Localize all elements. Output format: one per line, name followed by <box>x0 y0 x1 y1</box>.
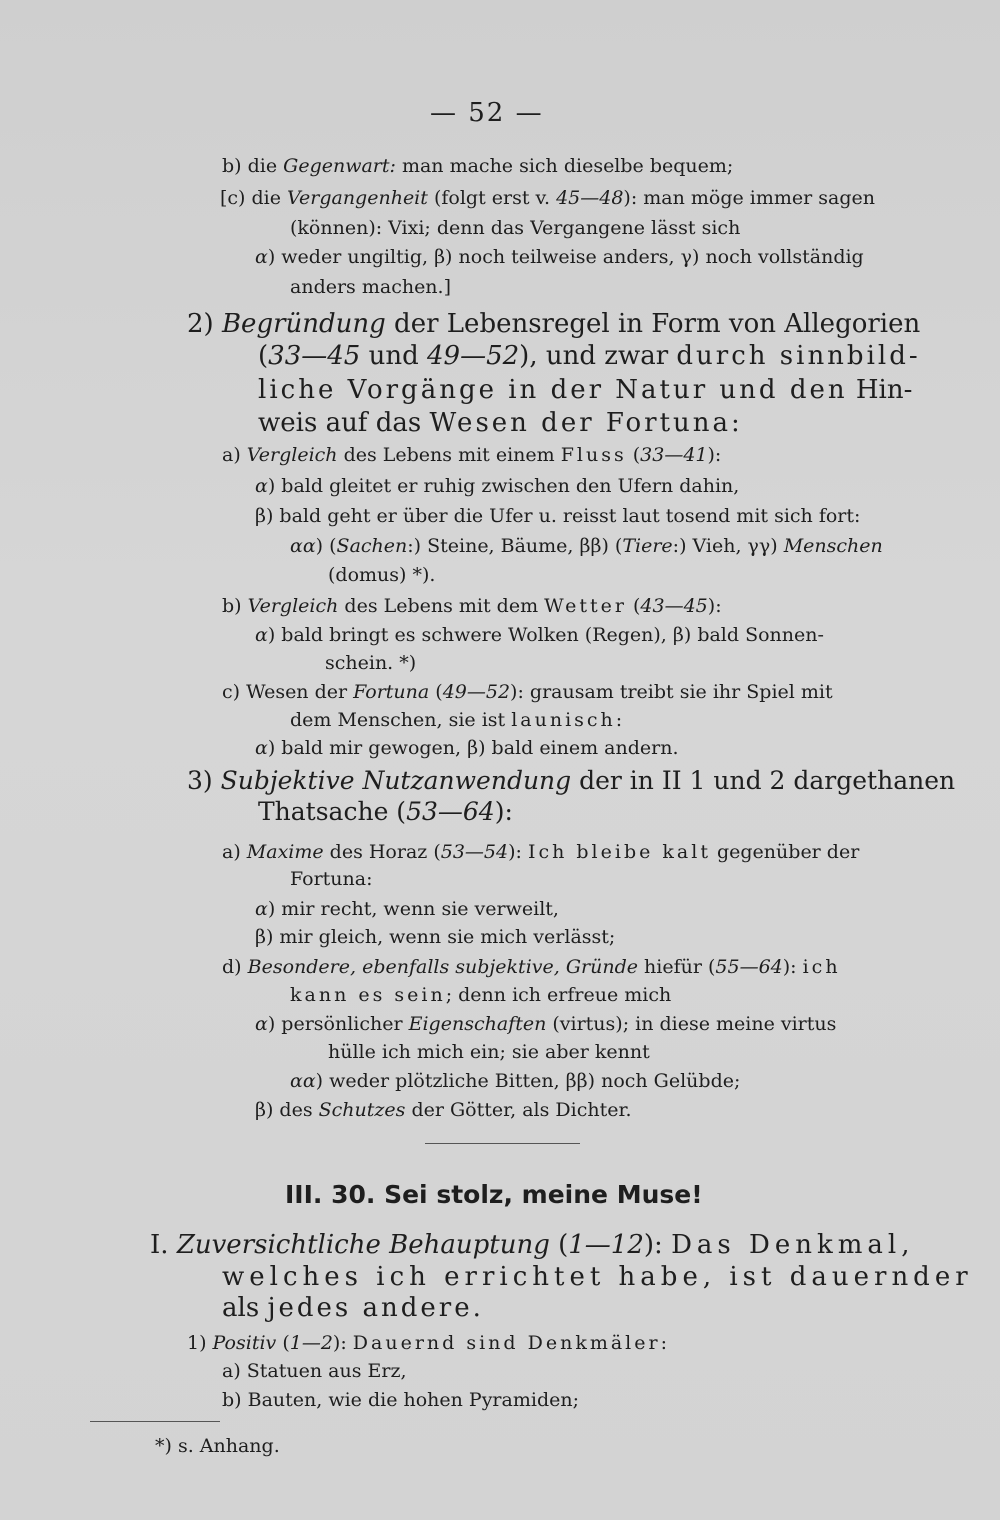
page-number: — 52 — <box>430 98 544 128</box>
text-line: (domus) *). <box>328 564 436 586</box>
text-line: α) bald bringt es schwere Wolken (Regen), β) bald Sonnen- <box>255 624 824 646</box>
text-line: liche Vorgänge in der Natur und den Hin- <box>258 375 913 405</box>
text-line: b) die Gegenwart: man mache sich dieselbe bequem; <box>222 155 734 177</box>
text-line: b) Vergleich des Lebens mit dem Wetter (43—45): <box>222 595 722 617</box>
text-line: Fortuna: <box>290 868 373 890</box>
text-line: β) des Schutzes der Götter, als Dichter. <box>255 1099 632 1121</box>
text-line: (können): Vixi; denn das Vergangene lässt sich <box>290 217 741 239</box>
text-line: α) bald mir gewogen, β) bald einem andern. <box>255 737 679 759</box>
text-line: α) mir recht, wenn sie verweilt, <box>255 898 559 920</box>
text-line: 1) Positiv (1—2): Dauernd sind Denkmäler: <box>187 1332 667 1354</box>
text-line: αα) (Sachen:) Steine, Bäume, ββ) (Tiere:) Vieh, γγ) Menschen <box>290 535 883 557</box>
text-line: welches ich errichtet habe, ist dauernder <box>222 1262 973 1292</box>
text-line: anders machen.] <box>290 276 451 298</box>
text-line: a) Statuen aus Erz, <box>222 1360 407 1382</box>
section-title: III. 30. Sei stolz, meine Muse! <box>285 1180 703 1209</box>
text-line: b) Bauten, wie die hohen Pyramiden; <box>222 1389 579 1411</box>
text-line: a) Vergleich des Lebens mit einem Fluss (33—41): <box>222 444 722 466</box>
text-line: dem Menschen, sie ist launisch: <box>290 709 623 731</box>
text-line: Thatsache (53—64): <box>258 797 513 826</box>
text-line: α) persönlicher Eigenschaften (virtus); in diese meine virtus <box>255 1013 837 1035</box>
text-line: kann es sein; denn ich erfreue mich <box>290 984 672 1006</box>
footnote-divider <box>90 1421 220 1422</box>
text-line: d) Besondere, ebenfalls subjektive, Gründe hiefür (55—64): ich <box>222 956 841 978</box>
text-line: *) s. Anhang. <box>155 1435 280 1457</box>
text-line: α) weder ungiltig, β) noch teilweise anders, γ) noch vollständig <box>255 246 864 268</box>
text-line: a) Maxime des Horaz (53—54): Ich bleibe kalt gegenüber der <box>222 841 860 863</box>
text-line: I. Zuversichtliche Behauptung (1—12): Das Denkmal, <box>150 1230 915 1260</box>
text-line: 2) Begründung der Lebensregel in Form von Allegorien <box>187 309 921 339</box>
text-line: (33—45 und 49—52), und zwar durch sinnbild- <box>258 341 921 371</box>
text-line: 3) Subjektive Nutzanwendung der in II 1 und 2 dargethanen <box>187 766 956 795</box>
text-line: c) Wesen der Fortuna (49—52): grausam treibt sie ihr Spiel mit <box>222 681 833 703</box>
text-line: als jedes andere. <box>222 1293 481 1323</box>
text-line: β) bald geht er über die Ufer u. reisst laut tosend mit sich fort: <box>255 505 861 527</box>
text-line: schein. *) <box>325 652 417 674</box>
text-line: αα) weder plötzliche Bitten, ββ) noch Gelübde; <box>290 1070 741 1092</box>
text-line: β) mir gleich, wenn sie mich verlässt; <box>255 926 616 948</box>
text-line: weis auf das Wesen der Fortuna: <box>258 408 740 438</box>
text-line: hülle ich mich ein; sie aber kennt <box>328 1041 650 1063</box>
section-divider <box>425 1143 580 1144</box>
text-line: [c) die Vergangenheit (folgt erst v. 45—48): man möge immer sagen <box>220 187 875 209</box>
text-line: α) bald gleitet er ruhig zwischen den Ufern dahin, <box>255 475 740 497</box>
